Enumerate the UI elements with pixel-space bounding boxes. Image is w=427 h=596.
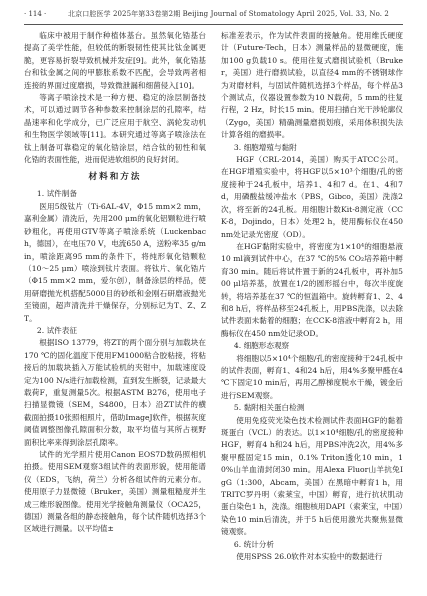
page-number: · 114 ·: [24, 10, 47, 18]
subsection-heading-3: 3. 细胞增殖与黏附: [233, 142, 297, 152]
subsection-body-3: HGF（CRL-2014，美国）购买于ATCC公司。在HGF增殖实验中，将HGF以5×10³个细胞/孔的密度接种于24孔板中，培养1、4和7 d。在1、4和7 d，用磷酸盐缓冲盐水（PBS，Gibco，美国）洗涤2次，将至新的24孔板。用细胞计数Kit-8测定液（CCK-8，Dojindo，日本）处理2 h，使用酶标仪在450 nm处记录光密度（OD）。: [221, 155, 403, 239]
running-header: [24, 9, 403, 23]
subsection-body-6: 使用SPSS 26.0软件对本实验中的数据进行: [236, 552, 383, 562]
intro-paragraph-2: 等离子喷涂技术是一种方便、稳定的涂层制备技术，可以通过调节各种参数来控制涂层的孔隙率，结晶速率和化学成分，已广泛应用于航空、涡轮发动机和生物医学领域等[11]。本研究通过等离子喷涂法在钛上制备可靠稳定的氧化锆涂层，结合钛的韧性和氧化锆的表面性能，进而促进软组织的良好封闭。: [24, 93, 206, 165]
subsection-body-3b: 在HGF黏附实验中，将密度为1×10⁴的细胞悬液10 ml滴到试件中心，在37 ℃的5% CO₂培养箱中孵育30 min。随后将试件置于新的24孔板中，再补加500 μl培养基，放置在1/2的圆形摇台中，每次半度旋转，将培养基在37 ℃的恒温箱中。旋转孵育1、2、4和8 h后，将样品移至24孔板上，用PBS洗涤，以去除试件表面未黏着的细胞；在CCK-8溶液中孵育2 h，用酶标仪在450 nm处记录OD。: [221, 241, 403, 338]
subsection-body-2b: 试件的光学照片使用Canon EOS7D数码照相机拍摄。使用SEM观察3组试件的表面形貌，使用能谱仪（EDS，飞纳，荷兰）分析各组试件的元素分布。使用原子力显微镜（Bruker，美国）测量粗糙度并生成三维形貌图像。使用光学接触角测量仪（OCA25，德国）测量各组的静态接触角，每个试件随机选择3个区域进行测量。以平均值±: [24, 450, 206, 534]
header-rule: [24, 24, 403, 25]
subsection-heading-4: 4. 细胞形态观察: [233, 341, 290, 351]
subsection-body-2: 根据ISO 13779，将ZT的两个面分别与加载块在170 ℃的固化温度下使用FM1000粘合胶粘接，将粘接后的加载块插入万能试验机的夹钳中，加载速度设定为100 N/s进行加载检测，直到发生断裂，记录最大载荷F，重复测量5次。根据ASTM B276，使用电子扫描显微镜（SEM，S4800，日本）沿ZT试件的横截面拍摄10张照相照片，借助ImageJ软件，根据灰度阈值调整图像孔隙面积分数，取平均值与其所占视野面积比率来得到涂层孔隙率。: [24, 338, 206, 447]
subsection-body-5: 使用免疫荧光染色技术检测试件表面HGF的黏着斑蛋白（VCL）的表达。以1×10⁴细胞/孔的密度接种HGF，孵育4 h和24 h后，用PBS冲洗2次，用4%多聚甲醛固定15 min，0.1% Triton透化10 min，10%山羊血清封闭30 min。用Alexa Fluor山羊抗兔IgG（1:300，Abcam，美国）在黑暗中孵育1 h，用TRITC罗丹明（索莱宝，中国）孵育，进行抗状肌动蛋白染色1 h，洗涤。细胞核用DAPI（索莱宝，中国）染色10 min后清洗，并于5 h后使用激光共聚焦显微镜观察。: [221, 415, 403, 537]
subsection-body-4: 将细胞以5×10⁴个细胞/孔的密度接种于24孔板中的试件表面，孵育1、4和24 h后，用4%多聚甲醛在4 ℃下固定10 min后，再用乙醇梯度脱水干燥，镀金后进行SEM观察。: [221, 353, 403, 400]
subsection-heading-5: 5. 黏附相关蛋白检测: [233, 403, 305, 413]
continued-paragraph: 标准差表示，作为试件表面的接触角。使用维氏硬度计（Future-Tech，日本）测量样品的显微硬度，施加100 g负载10 s。使用往复式磨损试验机（Bruker，美国）进行磨损试验，以直径4 mm的不锈钢球作为对磨材料，与固试件随机选择3个样品，每个样品3个测试点，仪器设置参数为10 N载荷，5 mm的往复行程，2 Hz，时长15 min。使用扫描白光干涉轮廓仪（Zygo，美国）精确测量磨损划痕，采用体积损失法计算各组的磨损率。: [221, 31, 403, 140]
right-column: [221, 30, 403, 563]
intro-paragraph-1: 临床中被用于制作种植体基台。虽然氧化锆基台提高了美学性能，但较低的断裂韧性使其比钛金属更脆，更容易折裂导致机械并发症[9]。此外，氧化锆基台和钛金属之间的甲膨胀系数不匹配，会导致两者相连接的界面过度磨损，导致微泄漏和细菌侵入[10]。: [24, 31, 206, 90]
left-column: [24, 30, 206, 563]
subsection-body-1: 医用5级钛片（Ti-6AL-4V，Φ15 mm×2 mm，嘉利金属）清洗后，先用200 μm的氧化铝颗粒进行喷砂粗化，再使用GTV等离子喷涂系统（Luckenbach，德国），在电压70 V，电流650 A，送粉率35 g/min，喷涂距离95 mm的条件下，将纯形氧化锆颗粒（10～25 μm）喷涂到钛片表面。将钛片、氧化锆片（Φ15 mm×2 mm，爱尔创），制备涂层的样品，使用研磨抛光机搭配5000目的砂纸和金刚石研磨液抛光至镜面，超声清洗并干燥保存，分别标记为T、Z、ZT。: [24, 201, 206, 323]
section-heading-methods: 材料和方法: [88, 172, 142, 183]
subsection-heading-1: 1. 试件制备: [36, 189, 77, 199]
journal-citation: 北京口腔医学 2025年第33卷第2期 Beijing Journal of Stomatology April 2025, Vol. 33, No. 2: [68, 10, 389, 18]
subsection-heading-6: 6. 统计分析: [233, 539, 274, 549]
two-column-body: [24, 30, 403, 563]
subsection-heading-2: 2. 试件表征: [36, 325, 77, 335]
